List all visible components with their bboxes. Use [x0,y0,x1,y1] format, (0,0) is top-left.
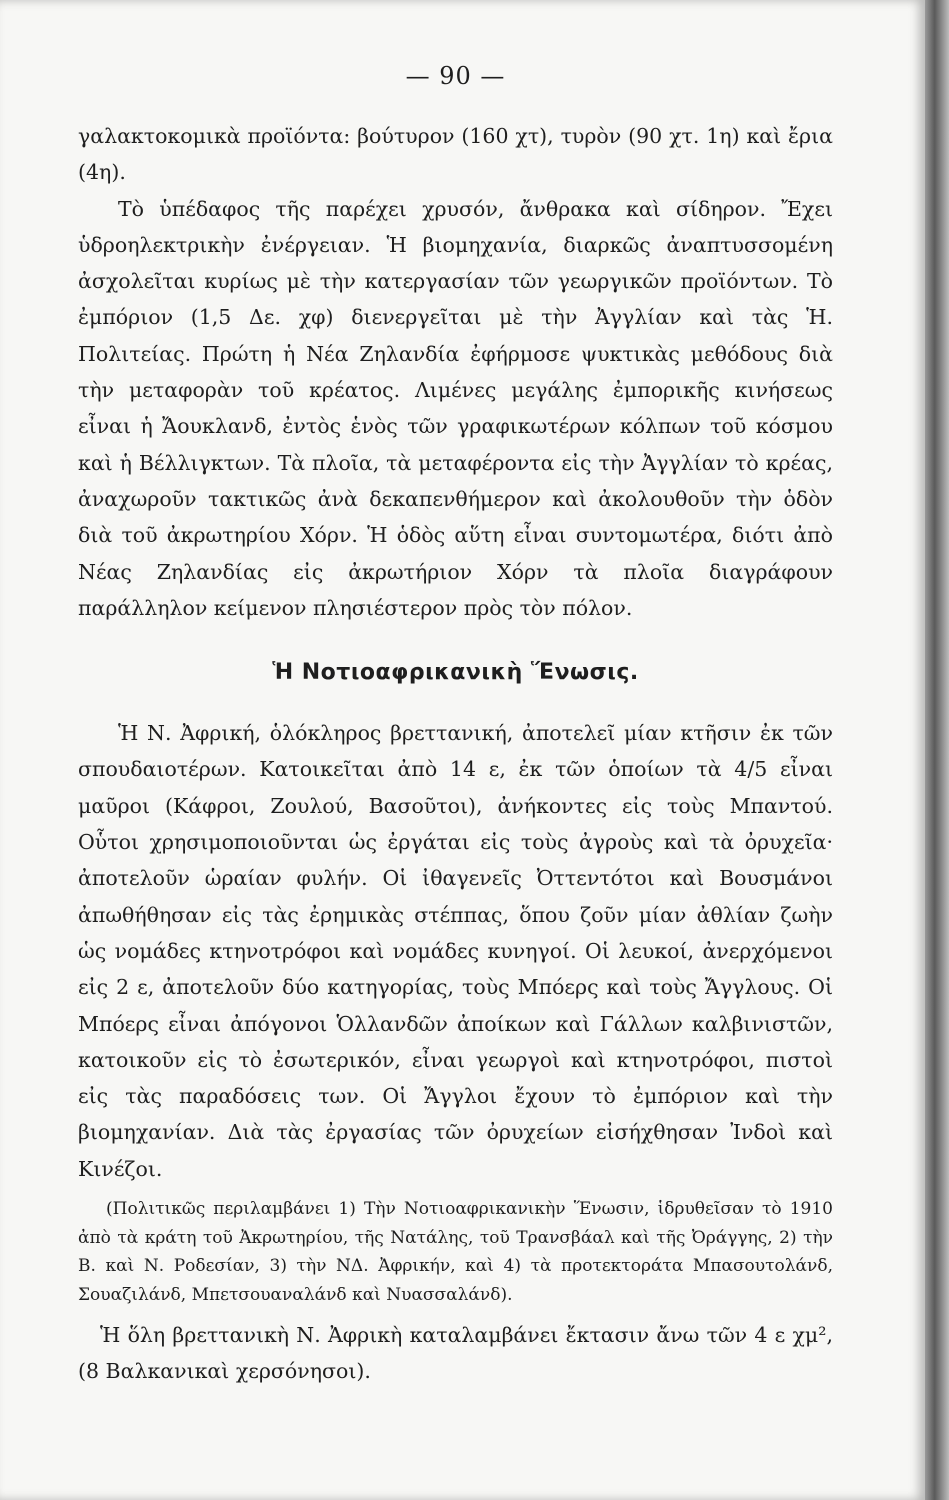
book-gutter-edge [925,0,949,1500]
page-content [78,62,833,1389]
paragraph-area: Ἡ ὅλη βρεττανικὴ Ν. Ἀφρικὴ καταλαμβάνει ἔκτασιν ἄνω τῶν 4 ε χμ², (8 Βαλκανικαὶ χερσόνησοι). [78,1323,833,1384]
paragraph-economy-new-zealand: Τὸ ὑπέδαφος τῆς παρέχει χρυσόν, ἄνθρακα καὶ σίδηρον. Ἔχει ὑδροηλεκτρικὴν ἐνέργειαν. Ἡ βιομηχανία, διαρκῶς ἀναπτυσσομένη ἀσχολεῖται κυρίως μὲ τὴν κατεργασίαν τῶν γεωργικῶν προϊόντων. Τὸ ἐμπόριον (1,5 Δε. χφ) διενεργεῖται μὲ τὴν Ἀγγλίαν καὶ τὰς Ἡ. Πολιτείας. Πρώτη ἡ Νέα Ζηλανδία ἐφήρμοσε ψυκτικὰς μεθόδους διὰ τὴν μεταφορὰν τοῦ κρέατος. Λιμένες μεγάλης ἐμπορικῆς κινήσεως εἶναι ἡ Ἄουκλανδ, ἐντὸς ἑνὸς τῶν γραφικωτέρων κόλπων τοῦ κόσμου καὶ ἡ Βέλλιγκτων. Τὰ πλοῖα, τὰ μεταφέροντα εἰς τὴν Ἀγγλίαν τὸ κρέας, ἀναχωροῦν τακτικῶς ἀνὰ δεκαπενθήμερον καὶ ἀκολουθοῦν τὴν ὁδὸν διὰ τοῦ ἀκρωτηρίου Χόρν. Ἡ ὁδὸς αὕτη εἶναι συντομωτέρα, διότι ἀπὸ Νέας Ζηλανδίας εἰς ἀκρωτήριον Χόρν τὰ πλοῖα διαγράφουν παράλληλον κείμενον πλησιέστερον πρὸς τὸν πόλον. [78,196,833,620]
paragraph-dairy-products: γαλακτοκομικὰ προϊόντα: βούτυρον (160 χτ), τυρὸν (90 χτ. 1η) καὶ ἔρια (4η). [78,124,833,185]
page-number: — 90 — [405,62,506,90]
political-note: (Πολιτικῶς περιλαμβάνει 1) Τὴν Νοτιοαφρικανικὴν Ἕνωσιν, ἱδρυθεῖσαν τὸ 1910 ἀπὸ τὰ κράτη τοῦ Ἀκρωτηρίου, τῆς Νατάλης, τοῦ Τρανσβάαλ καὶ τῆς Ὀράγγης, 2) τὴν Β. καὶ Ν. Ροδεσίαν, 3) τὴν ΝΔ. Ἀφρικήν, καὶ 4) τὰ προτεκτοράτα Μπασουτολάνδ, Σουαζιλάνδ, Μπετσουαναλάνδ καὶ Νυασσαλάνδ). [78,1199,833,1305]
section-title: Ἡ Νοτιοαφρικανικὴ Ἕνωσις. [272,660,639,686]
paragraph-south-africa: Ἡ Ν. Ἀφρική, ὁλόκληρος βρεττανική, ἀποτελεῖ μίαν κτῆσιν ἐκ τῶν σπουδαιοτέρων. Κατοικεῖται ἀπὸ 14 ε, ἐκ τῶν ὁποίων τὰ 4/5 εἶναι μαῦροι (Κάφροι, Ζουλού, Βασοῦτοι), ἀνήκοντες εἰς τοὺς Μπαντού. Οὗτοι χρησιμοποιοῦνται ὡς ἐργάται εἰς τοὺς ἀγροὺς καὶ τὰ ὀρυχεῖα· ἀποτελοῦν ὡραίαν φυλήν. Οἱ ἰθαγενεῖς Ὀττεντότοι καὶ Βουσμάνοι ἀπωθήθησαν εἰς τὰς ἐρημικὰς στέππας, ὅπου ζοῦν μίαν ἀθλίαν ζωὴν ὡς νομάδες κτηνοτρόφοι καὶ νομάδες κυνηγοί. Οἱ λευκοί, ἀνερχόμενοι εἰς 2 ε, ἀποτελοῦν δύο κατηγορίας, τοὺς Μπόερς καὶ τοὺς Ἄγγλους. Οἱ Μπόερς εἶναι ἀπόγονοι Ὁλλανδῶν ἀποίκων καὶ Γάλλων καλβινιστῶν, κατοικοῦν εἰς τὸ ἐσωτερικόν, εἶναι γεωργοὶ καὶ κτηνοτρόφοι, πιστοὶ εἰς τὰς παραδόσεις των. Οἱ Ἄγγλοι ἔχουν τὸ ἐμπόριον καὶ τὴν βιομηχανίαν. Διὰ τὰς ἐργασίας τῶν ὀρυχείων εἰσήχθησαν Ἰνδοὶ καὶ Κινέζοι. [78,721,833,1181]
